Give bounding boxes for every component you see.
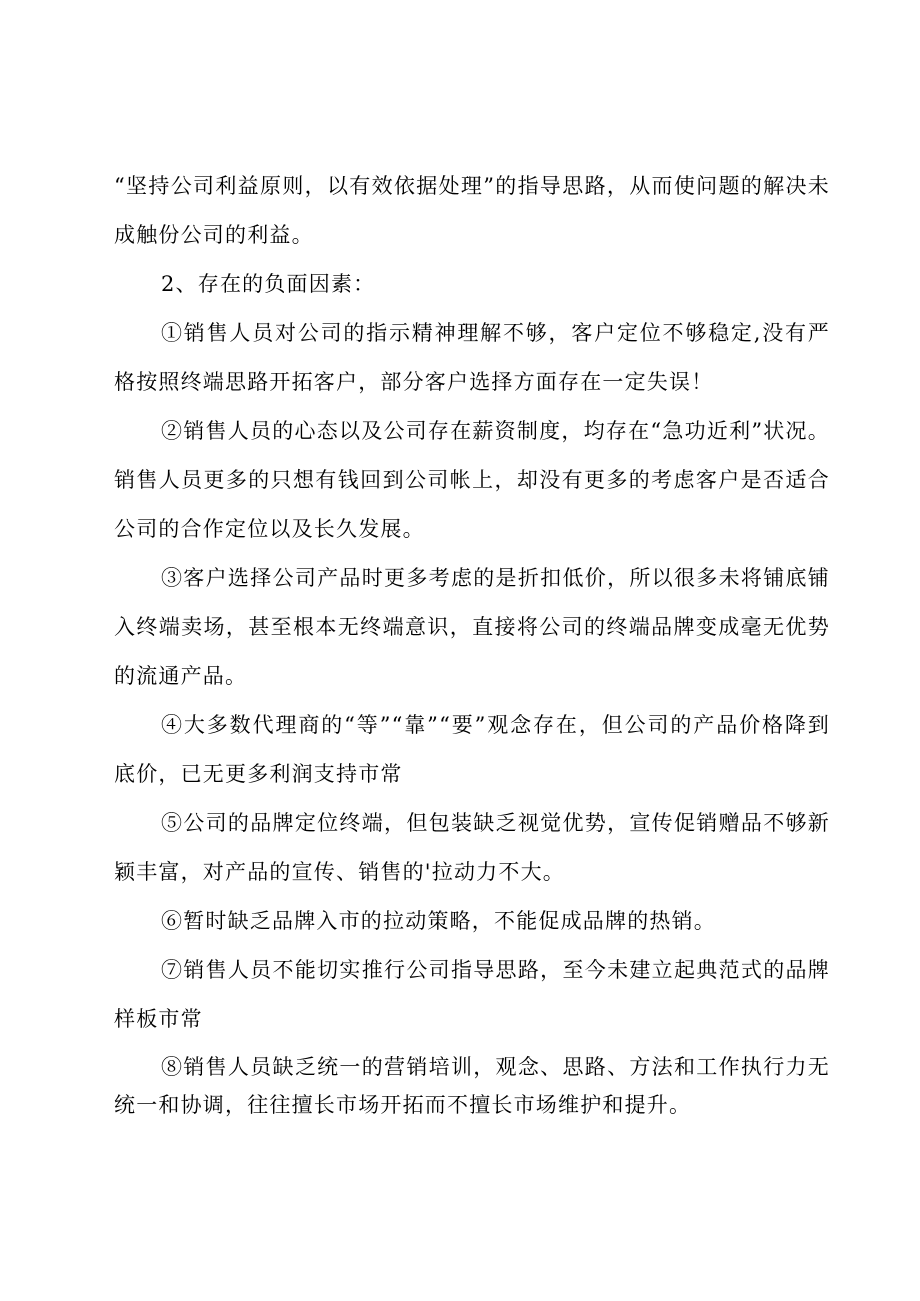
paragraph-item-3: ③客户选择公司产品时更多考虑的是折扣低价，所以很多未将铺底铺入终端卖场，甚至根本无终端意识，直接将公司的终端品牌变成毫无优势的流通产品。 xyxy=(114,566,830,688)
paragraph-item-1: ①销售人员对公司的指示精神理解不够，客户定位不够稳定,没有严格按照终端思路开拓客户，部分客户选择方面存在一定失误！ xyxy=(114,321,830,394)
section-heading-negative-factors: 2、存在的负面因素： xyxy=(161,272,376,296)
paragraph-continuation: “坚持公司利益原则，以有效依据处理”的指导思路，从而使问题的解决未成触份公司的利益。 xyxy=(114,174,830,247)
paragraph-item-7: ⑦销售人员不能切实推行公司指导思路，至今未建立起典范式的品牌样板市常 xyxy=(114,958,830,1031)
paragraph-item-4: ④大多数代理商的“等”“靠”“要”观念存在，但公司的产品价格降到底价，已无更多利润支持市常 xyxy=(114,713,830,786)
paragraph-item-8: ⑧销售人员缺乏统一的营销培训，观念、思路、方法和工作执行力无统一和协调，往往擅长市场开拓而不擅长市场维护和提升。 xyxy=(114,1055,830,1117)
paragraph-item-5: ⑤公司的品牌定位终端，但包装缺乏视觉优势，宣传促销赠品不够新颖丰富，对产品的宣传、销售的'拉动力不大。 xyxy=(114,811,830,884)
paragraph-item-6: ⑥暂时缺乏品牌入市的拉动策略，不能促成品牌的热销。 xyxy=(161,909,716,933)
paragraph-item-2: ②销售人员的心态以及公司存在薪资制度，均存在“急功近利”状况。销售人员更多的只想有钱回到公司帐上，却没有更多的考虑客户是否适合公司的合作定位以及长久发展。 xyxy=(114,419,830,541)
